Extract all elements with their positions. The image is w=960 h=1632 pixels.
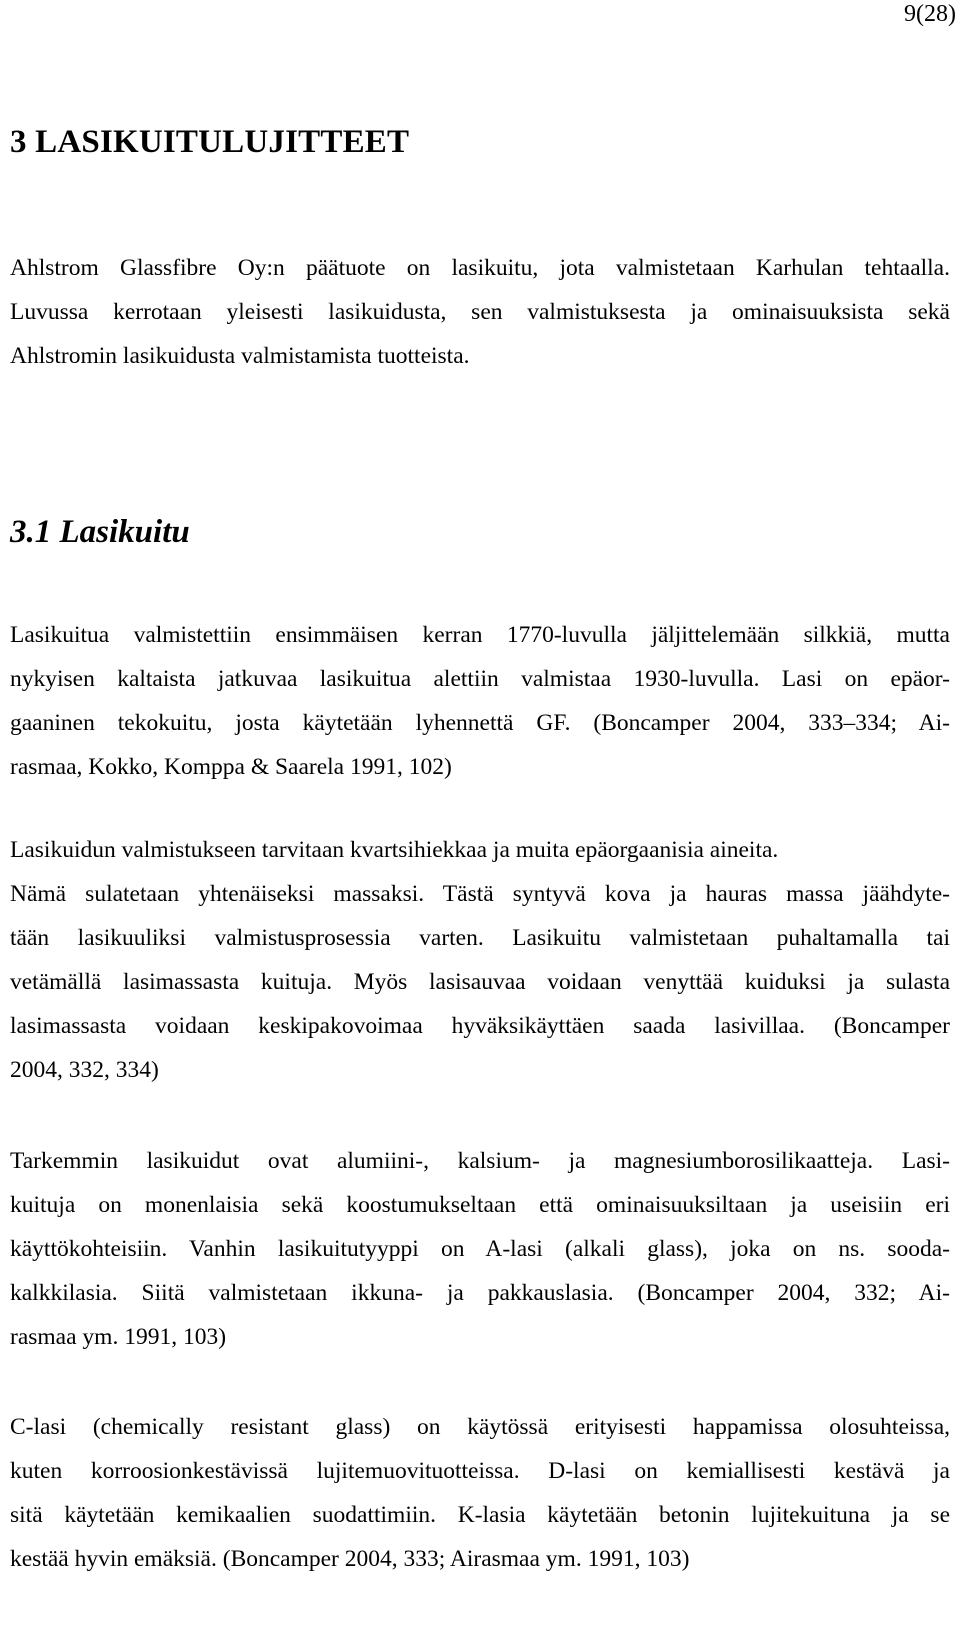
body-paragraph	[10, 1139, 950, 1359]
text-line: sitä käytetään kemikaalien suodattimiin. K-lasia käytetään betonin lujitekuituna ja se	[10, 1502, 950, 1528]
text-line: lasimassasta voidaan keskipakovoimaa hyväksikäyttäen saada lasivillaa. (Boncamper	[10, 1013, 950, 1039]
text-line: kalkkilasia. Siitä valmistetaan ikkuna- ja pakkauslasia. (Boncamper 2004, 332; Ai-	[10, 1280, 950, 1306]
text-line: kuituja on monenlaisia sekä koostumukseltaan että ominaisuuksiltaan ja useisiin eri	[10, 1192, 950, 1218]
section-title: 3.1 Lasikuitu	[10, 514, 190, 550]
chapter-title: 3 LASIKUITULUJITTEET	[10, 124, 410, 160]
text-line: rasmaa ym. 1991, 103)	[10, 1324, 227, 1350]
text-line: tään lasikuuliksi valmistusprosessia varten. Lasikuitu valmistetaan puhaltamalla tai	[10, 925, 950, 951]
text-line: nykyisen kaltaista jatkuvaa lasikuitua alettiin valmistaa 1930-luvulla. Lasi on epäor-	[10, 666, 950, 692]
text-line: Lasikuidun valmistukseen tarvitaan kvartsihiekkaa ja muita epäorgaanisia aineita.	[10, 837, 779, 863]
text-line: Lasikuitua valmistettiin ensimmäisen kerran 1770-luvulla jäljittelemään silkkiä, mutta	[10, 622, 950, 648]
text-line: Ahlstrom Glassfibre Oy:n päätuote on lasikuitu, jota valmistetaan Karhulan tehtaalla.	[10, 255, 950, 281]
body-paragraph	[10, 613, 950, 789]
intro-paragraph	[10, 246, 950, 378]
body-paragraph	[10, 828, 950, 1092]
body-paragraph	[10, 1405, 950, 1581]
text-line: Nämä sulatetaan yhtenäiseksi massaksi. Tästä syntyvä kova ja hauras massa jäähdyte-	[10, 881, 950, 907]
text-line: Tarkemmin lasikuidut ovat alumiini-, kalsium- ja magnesiumborosilikaatteja. Lasi-	[10, 1148, 950, 1174]
text-line: 2004, 332, 334)	[10, 1057, 159, 1083]
text-line: käyttökohteisiin. Vanhin lasikuitutyyppi on A-lasi (alkali glass), joka on ns. sooda-	[10, 1236, 950, 1262]
text-line: rasmaa, Kokko, Komppa & Saarela 1991, 102)	[10, 754, 452, 780]
text-line: Luvussa kerrotaan yleisesti lasikuidusta, sen valmistuksesta ja ominaisuuksista sekä	[10, 299, 950, 325]
text-line: gaaninen tekokuitu, josta käytetään lyhennettä GF. (Boncamper 2004, 333–334; Ai-	[10, 710, 950, 736]
text-line: C-lasi (chemically resistant glass) on käytössä erityisesti happamissa olosuhteissa,	[10, 1414, 950, 1440]
text-line: Ahlstromin lasikuidusta valmistamista tuotteista.	[10, 343, 470, 369]
text-line: kuten korroosionkestävissä lujitemuovituotteissa. D-lasi on kemiallisesti kestävä ja	[10, 1458, 950, 1484]
page-number: 9(28)	[904, 1, 956, 27]
text-line: kestää hyvin emäksiä. (Boncamper 2004, 333; Airasmaa ym. 1991, 103)	[10, 1546, 690, 1572]
text-line: vetämällä lasimassasta kuituja. Myös lasisauvaa voidaan venyttää kuiduksi ja sulasta	[10, 969, 950, 995]
